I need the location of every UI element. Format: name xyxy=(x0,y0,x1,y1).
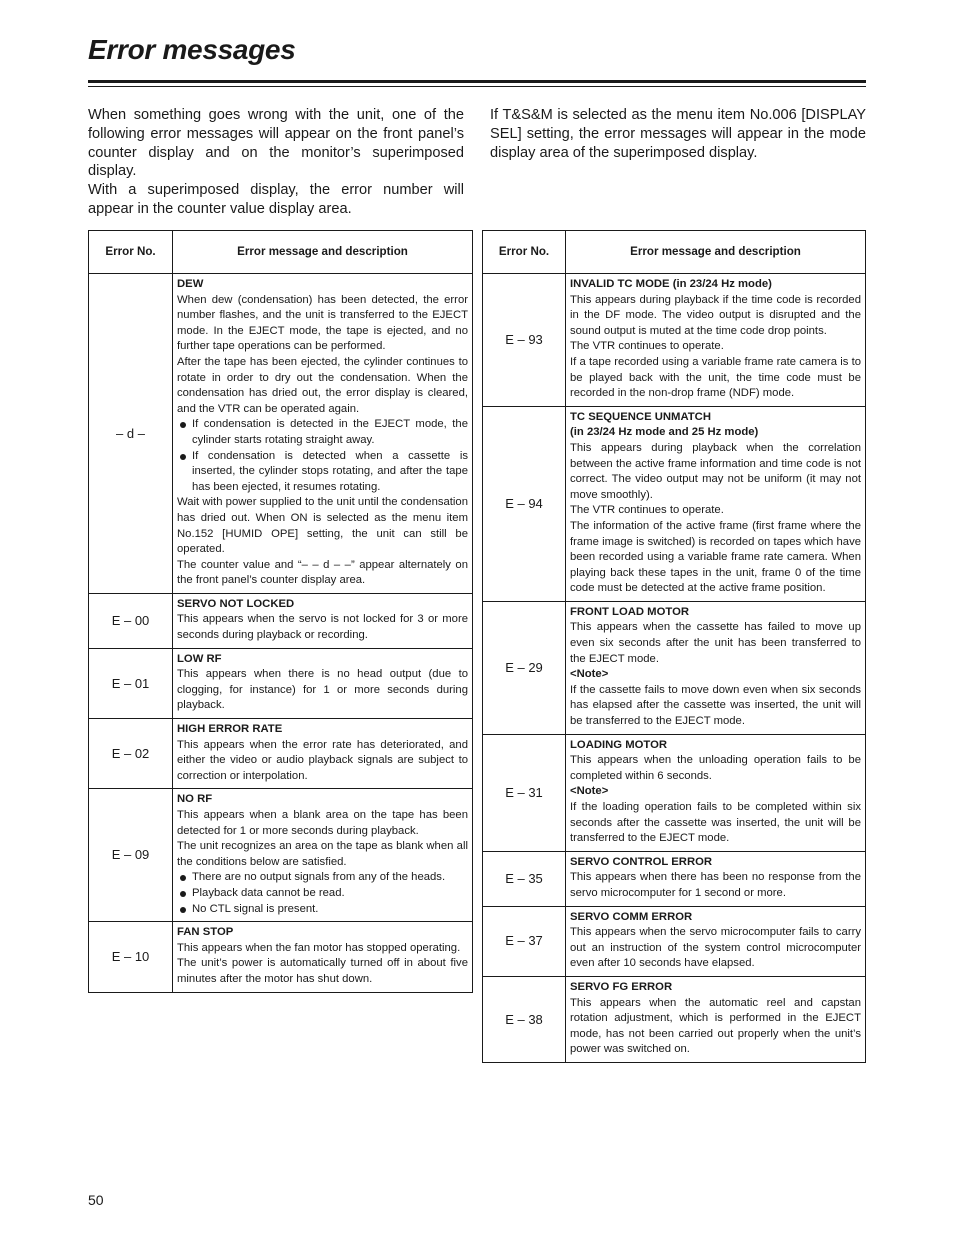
description-text: If the loading operation fails to be completed within six seconds after the cassette was inserted, the unit will be transferred to the EJECT mode. xyxy=(570,801,861,845)
column-header-message: Error message and description xyxy=(566,231,866,274)
error-title: INVALID TC MODE (in 23/24 Hz mode) xyxy=(570,278,772,290)
table-row xyxy=(89,719,473,789)
description-text: This appears when the servo microcomputer fails to carry out an instruction of the system control microcomputer even after 10 seconds have elapsed. xyxy=(570,926,861,970)
description-text: This appears when the automatic reel and capstan rotation adjustment, which is performed in the EJECT mode, has not been carried out properly when the unit’s power was switched on. xyxy=(570,996,861,1056)
column-header-error-no: Error No. xyxy=(483,231,566,274)
error-title: DEW xyxy=(177,278,204,290)
error-description xyxy=(566,906,866,976)
page-title: Error messages xyxy=(88,34,296,65)
title-rule-thin xyxy=(88,86,866,87)
table-row xyxy=(483,601,866,734)
error-title: SERVO NOT LOCKED xyxy=(177,597,295,610)
bullet-item: If condensation is detected when a cassette is inserted, the cylinder stops rotating, and after the tape has been ejected, it resumes rotating. xyxy=(177,449,468,496)
error-description xyxy=(173,648,473,718)
page-number: 50 xyxy=(88,1192,104,1208)
error-code: E – 35 xyxy=(483,851,566,906)
title-rule xyxy=(88,80,866,83)
column-header-error-no: Error No. xyxy=(89,231,173,274)
intro-paragraph: If T&S&M is selected as the menu item No.006 [DISPLAY SEL] setting, the error messages will appear in the mode display area of the superimposed display. xyxy=(490,107,866,161)
description-text: After the tape has been ejected, the cylinder continues to rotate in order to dry out the condensation. When the condensation has dried out, the error display is cleared, and the VTR can be operated again. xyxy=(177,355,468,415)
error-subtitle: (in 23/24 Hz mode and 25 Hz mode) xyxy=(570,426,759,439)
table-header-row xyxy=(89,231,473,274)
intro-paragraph: With a superimposed display, the error number will appear in the counter value display area. xyxy=(88,182,464,217)
bullet-item: Playback data cannot be read. xyxy=(177,886,468,902)
table-row xyxy=(89,593,473,648)
note-label: <Note> xyxy=(570,785,609,798)
error-table-left xyxy=(88,230,473,993)
error-code: E – 01 xyxy=(89,648,173,718)
table-row xyxy=(483,906,866,976)
error-code: E – 37 xyxy=(483,906,566,976)
error-description xyxy=(173,922,473,992)
description-text: This appears when there has been no response from the servo microcomputer for 1 second or more. xyxy=(570,871,861,899)
description-text: The VTR continues to operate. xyxy=(570,504,724,517)
description-text: The information of the active frame (first frame where the frame image is switched) is recorded on tapes which have been recorded using a variable frame rate camera. When playing back these tapes in the unit, frame 0 of the time code must be detected at the active frame position. xyxy=(570,519,861,595)
error-description xyxy=(173,789,473,922)
description-text: The unit’s power is automatically turned off in about five minutes after the motor has shut down. xyxy=(177,957,468,985)
bullet-item: There are no output signals from any of the heads. xyxy=(177,870,468,886)
intro-left xyxy=(88,106,464,219)
error-code: E – 94 xyxy=(483,406,566,601)
table-row xyxy=(89,648,473,718)
note-label: <Note> xyxy=(570,668,609,681)
description-text: When dew (condensation) has been detected, the error number flashes, and the unit is transferred to the EJECT mode. In the EJECT mode, the tape is ejected, and no further tape operations can be performed. xyxy=(177,293,468,353)
description-text: This appears during playback if the time code is recorded in the DF mode. The video output is disrupted and the sound output is muted at the time code drop points. xyxy=(570,293,861,337)
error-description xyxy=(566,976,866,1062)
table-row xyxy=(483,851,866,906)
description-text: This appears during playback when the correlation between the active frame information and time code is not correct. The video output may not be uniform (it may not move smoothly). xyxy=(570,441,861,501)
column-header-message: Error message and description xyxy=(173,231,473,274)
error-description xyxy=(566,734,866,851)
error-code: E – 09 xyxy=(89,789,173,922)
description-text: The VTR continues to operate. xyxy=(570,340,724,353)
error-title: HIGH ERROR RATE xyxy=(177,723,283,736)
error-code: E – 93 xyxy=(483,274,566,407)
description-text: The unit recognizes an area on the tape as blank when all the conditions below are satisfied. xyxy=(177,840,468,868)
error-title: NO RF xyxy=(177,793,213,806)
error-code: E – 29 xyxy=(483,601,566,734)
error-description xyxy=(566,406,866,601)
error-code: E – 38 xyxy=(483,976,566,1062)
description-text: This appears when there is no head output (due to clogging, for instance) for 1 or more seconds during playback. xyxy=(177,668,468,712)
description-text: This appears when the servo is not locked for 3 or more seconds during playback or recording. xyxy=(177,613,468,642)
error-code: E – 10 xyxy=(89,922,173,992)
error-title: SERVO FG ERROR xyxy=(570,980,673,993)
error-code: E – 31 xyxy=(483,734,566,851)
description-text: This appears when the unloading operation fails to be completed within 6 seconds. xyxy=(570,754,861,782)
error-code: E – 02 xyxy=(89,719,173,789)
error-title: LOADING MOTOR xyxy=(570,738,668,751)
error-title: FAN STOP xyxy=(177,926,234,939)
description-text: Wait with power supplied to the unit until the condensation has dried out. When ON is selected as the menu item No.152 [HUMID OPE] setting, the unit can still be operated. xyxy=(177,496,468,556)
error-code: – d – xyxy=(89,274,173,594)
error-title: SERVO COMM ERROR xyxy=(570,910,693,923)
description-text: If the cassette fails to move down even when six seconds has elapsed after the cassette was inserted, the unit will be transferred to the EJECT mode. xyxy=(570,683,861,728)
table-row xyxy=(89,274,473,594)
error-description xyxy=(566,274,866,407)
table-row xyxy=(483,734,866,851)
table-row xyxy=(89,789,473,922)
intro-paragraph: When something goes wrong with the unit, one of the following error messages will appear on the front panel’s counter display and on the monitor’s superimposed display. xyxy=(88,107,464,180)
table-row xyxy=(89,922,473,992)
error-description xyxy=(173,593,473,648)
description-text: This appears when the fan motor has stopped operating. xyxy=(177,941,461,954)
table-row xyxy=(483,406,866,601)
error-title: TC SEQUENCE UNMATCH xyxy=(570,410,712,423)
bullet-item: If condensation is detected in the EJECT mode, the cylinder starts rotating straight away. xyxy=(177,417,468,448)
table-header-row xyxy=(483,231,866,274)
intro-right xyxy=(490,106,866,162)
description-text: This appears when the cassette has failed to move up even six seconds after the unit has been transferred to the EJECT mode. xyxy=(570,621,861,665)
description-text: This appears when a blank area on the tape has been detected for 1 or more seconds during playback. xyxy=(177,809,468,837)
error-description xyxy=(173,274,473,594)
description-text: The counter value and “– – d – –” appear alternately on the front panel’s counter display area. xyxy=(177,558,468,587)
error-description xyxy=(173,719,473,789)
error-description xyxy=(566,851,866,906)
error-title: SERVO CONTROL ERROR xyxy=(570,855,713,868)
description-text: If a tape recorded using a variable frame rate camera is to be played back with the unit, the time code must be recorded in the non-drop frame (NDF) mode. xyxy=(570,355,861,400)
table-row xyxy=(483,274,866,407)
error-description xyxy=(566,601,866,734)
table-row xyxy=(483,976,866,1062)
description-text: This appears when the error rate has deteriorated, and either the video or audio playback signals are subject to correction or interpolation. xyxy=(177,738,468,782)
error-title: FRONT LOAD MOTOR xyxy=(570,605,690,618)
error-table-right xyxy=(482,230,866,1063)
error-code: E – 00 xyxy=(89,593,173,648)
bullet-item: No CTL signal is present. xyxy=(177,902,468,918)
error-title: LOW RF xyxy=(177,652,222,665)
